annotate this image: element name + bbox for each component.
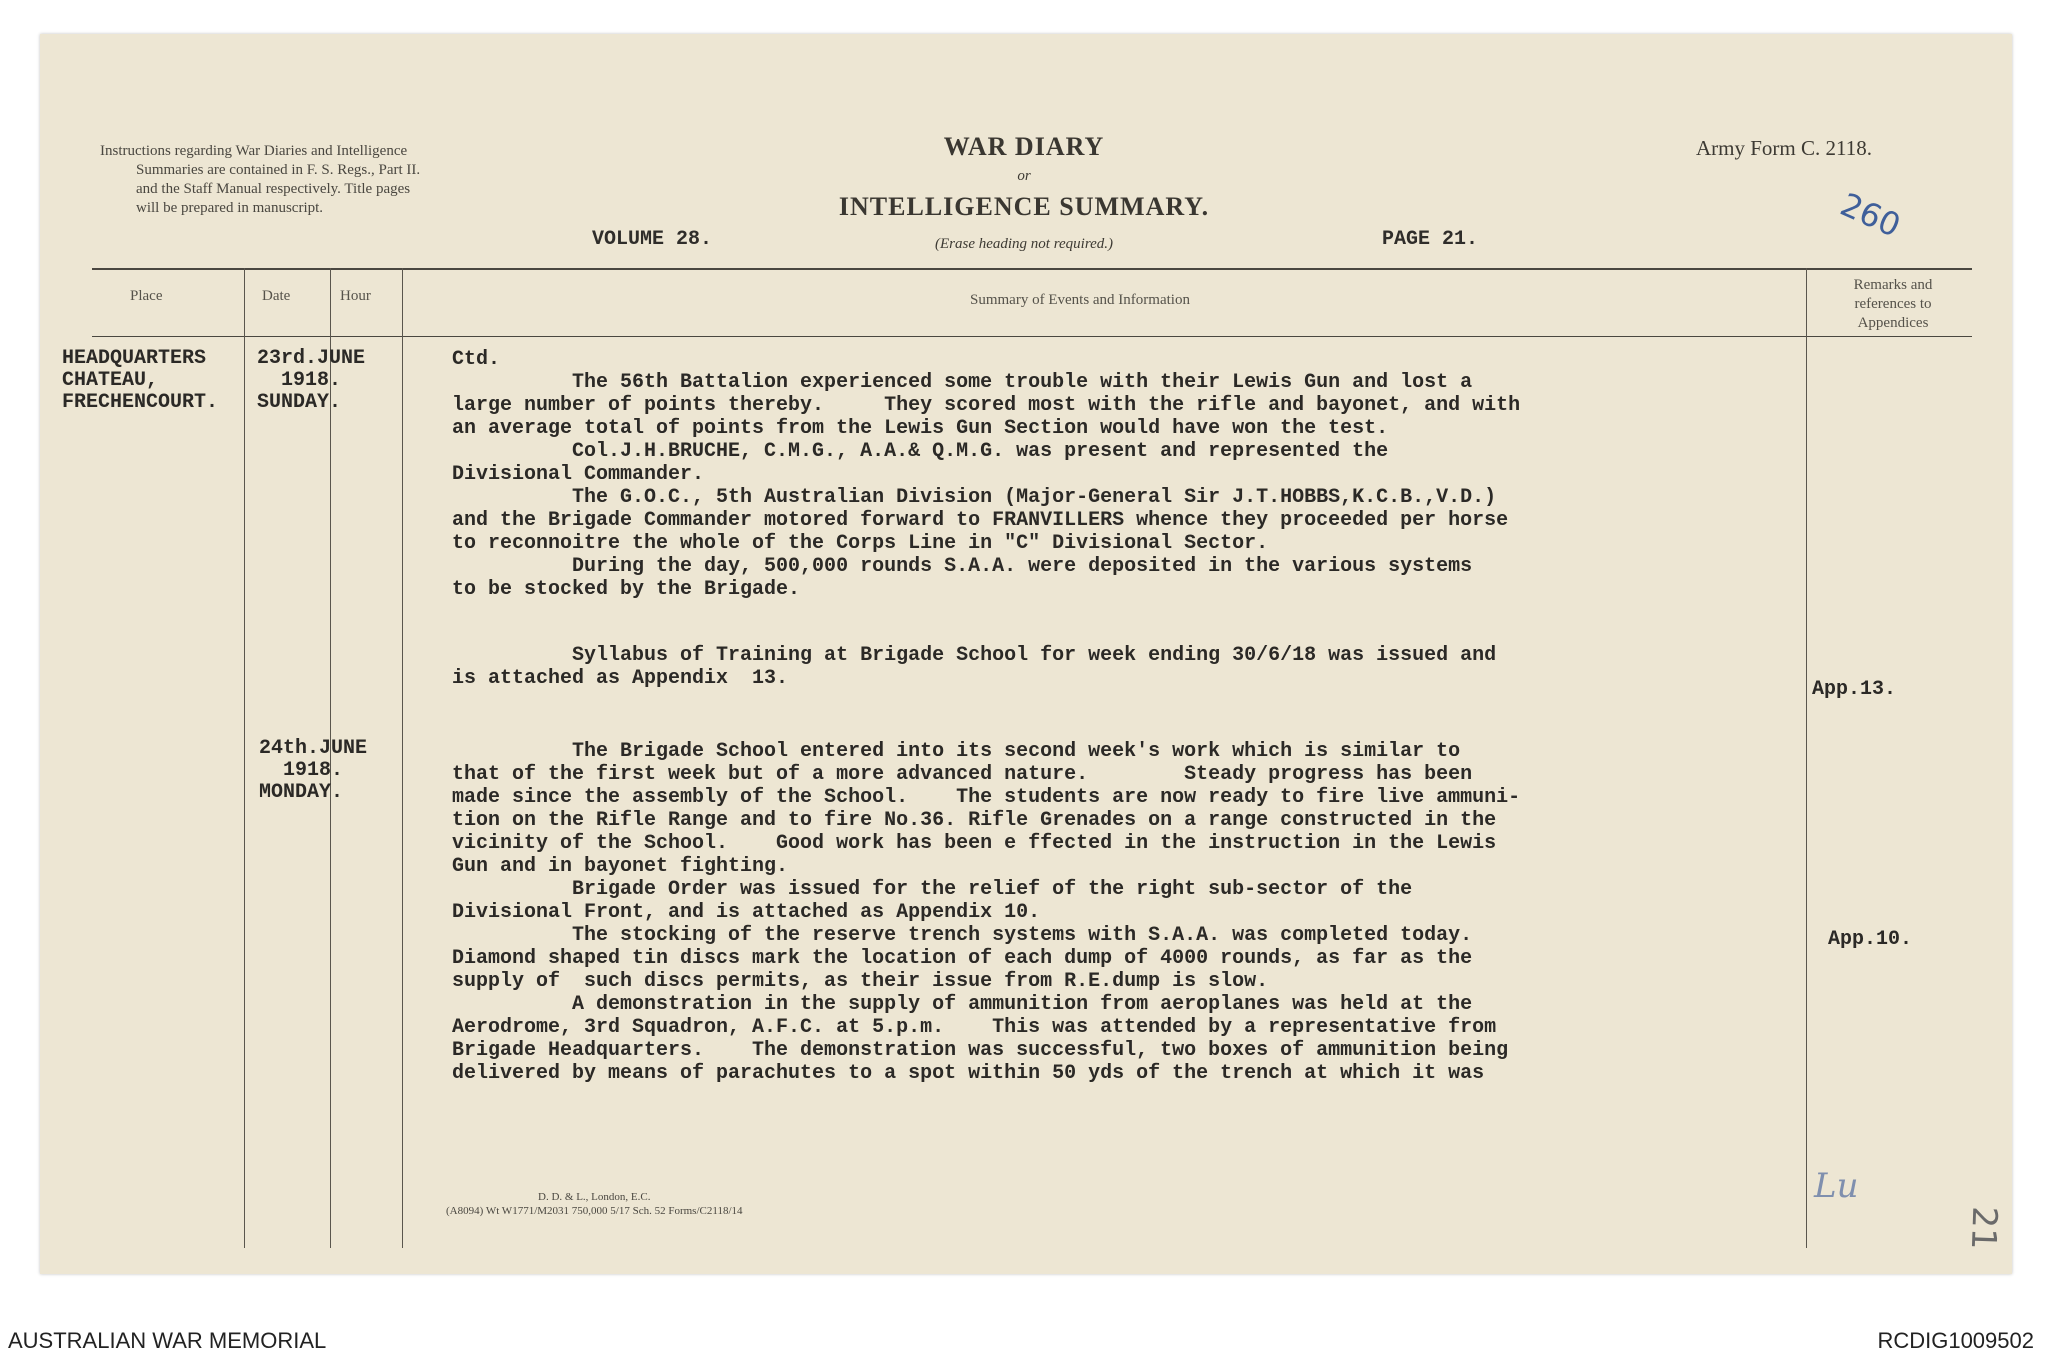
pencil-page-number: 21	[1962, 1205, 2005, 1251]
instructions-line: Summaries are contained in F. S. Regs., Part II.	[136, 162, 421, 178]
column-header-place: Place	[130, 288, 163, 304]
title-or: or	[1017, 168, 1031, 184]
column-header-summary: Summary of Events and Information	[970, 292, 1190, 308]
column-divider	[244, 268, 245, 1248]
army-form-label: Army Form C. 2118.	[1696, 136, 1872, 160]
folio-stamp: 260	[1834, 185, 1907, 245]
date-cell-23-june: 23rd.JUNE 1918. SUNDAY.	[257, 347, 366, 414]
page-number-label: PAGE 21.	[1382, 228, 1479, 251]
archive-reference: RCDIG1009502	[1877, 1328, 2034, 1353]
place-cell: HEADQUARTERS CHATEAU, FRECHENCOURT.	[62, 347, 219, 414]
summary-paragraph: Ctd. The 56th Battalion experienced some trouble with their Lewis Gun and lost a large number of points thereby. They scored most with the rifle and bayonet, and with an average total of points from the Lewis Gun Section would have won the test. Col.J.H.BRUCHE, C.M.G., A.A.& Q.M.G. was present and represented the Divisional Commander. The G.O.C., 5th Australian Division (Major-General Sir J.T.HOBBS,K.C.B.,V.D.) and the Brigade Commander motored forward to FRANVILLERS whence they proceeded per horse to reconnoitre the whole of the Corps Line in "C" Divisional Sector. During the day, 500,000 rounds S.A.A. were deposited in the various systems to be stocked by the Brigade.	[452, 348, 1521, 601]
page-subtitle: INTELLIGENCE SUMMARY.	[838, 192, 1210, 221]
handwritten-initials: Lu	[1814, 1166, 1859, 1206]
page-title: WAR DIARY	[943, 132, 1105, 161]
column-header-hour: Hour	[340, 288, 371, 304]
printer-imprint	[446, 1190, 743, 1218]
instructions-line: will be prepared in manuscript.	[136, 200, 324, 216]
erase-note: (Erase heading not required.)	[934, 236, 1114, 252]
remarks-header-line: references to	[1854, 296, 1932, 312]
printer-line: D. D. & L., London, E.C.	[538, 1191, 651, 1203]
remarks-header-line: Appendices	[1857, 315, 1929, 331]
header-bottom-rule	[92, 336, 1972, 337]
appendix-reference: App.10.	[1828, 928, 1913, 951]
column-divider	[1806, 268, 1807, 1248]
column-header-date: Date	[262, 288, 291, 304]
column-divider	[402, 268, 403, 1248]
date-cell-24-june: 24th.JUNE 1918. MONDAY.	[259, 737, 368, 804]
instructions-line: and the Staff Manual respectively. Title pages	[136, 181, 411, 197]
column-header-remarks	[1818, 276, 1968, 333]
printer-line: (A8094) Wt W1771/M2031 750,000 5/17 Sch. 52 Forms/C2118/14	[446, 1205, 743, 1217]
remarks-header-line: Remarks and	[1853, 277, 1933, 293]
table-top-rule	[92, 268, 1972, 270]
archive-credit: AUSTRALIAN WAR MEMORIAL	[8, 1328, 327, 1353]
summary-paragraph: The Brigade School entered into its second week's work which is similar to that of the first week but of a more advanced nature. Steady progress has been made since the assembly of the School. The students are now ready to fire live ammuni- tion on the Rifle Range and to fire No.36. Rifle Grenades on a range constructed in the vicinity of the School. Good work has been e ffected in the instruction in the Lewis Gun and in bayonet fighting. Brigade Order was issued for the relief of the right sub-sector of the Divisional Front, and is attached as Appendix 10. The stocking of the reserve trench systems with S.A.A. was completed today. Diamond shaped tin discs mark the location of each dump of 4000 rounds, as far as the supply of such discs permits, as their issue from R.E.dump is slow. A demonstration in the supply of ammunition from aeroplanes was held at the Aerodrome, 3rd Squadron, A.F.C. at 5.p.m. This was attended by a representative from Brigade Headquarters. The demonstration was successful, two boxes of ammunition being delivered by means of parachutes to a spot within 50 yds of the trench at which it was	[452, 740, 1521, 1085]
appendix-reference: App.13.	[1812, 678, 1897, 701]
instructions-line: Instructions regarding War Diaries and Intelligence	[100, 143, 408, 159]
volume-label: VOLUME 28.	[592, 228, 713, 251]
summary-paragraph: Syllabus of Training at Brigade School for week ending 30/6/18 was issued and is attached as Appendix 13.	[452, 644, 1497, 690]
